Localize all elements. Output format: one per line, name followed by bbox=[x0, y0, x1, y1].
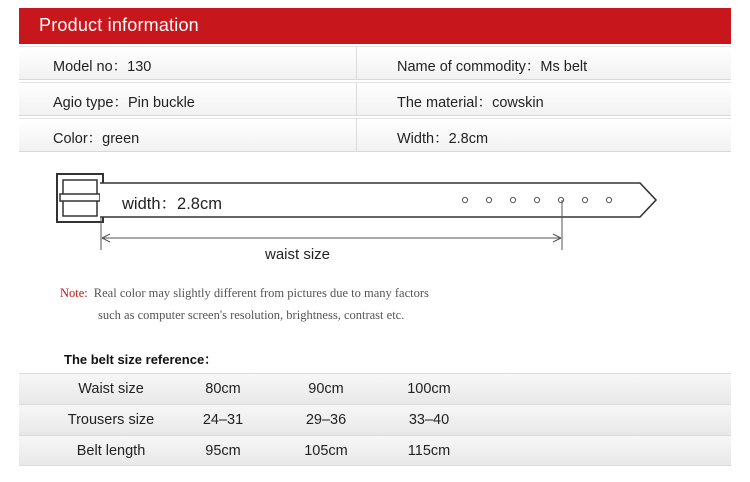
agio-type: Agio type：Pin buckle bbox=[53, 95, 195, 111]
buckle-prong bbox=[60, 194, 100, 201]
table-row bbox=[19, 435, 731, 466]
belt-hole bbox=[462, 197, 467, 202]
row-label: Waist size bbox=[78, 381, 144, 397]
model-number: Model no：130 bbox=[53, 59, 152, 75]
note-line-2: such as computer screen's resolution, brightness, contrast etc. bbox=[98, 308, 405, 322]
note-line-1: Real color may slightly different from pictures due to many factors bbox=[93, 286, 429, 300]
table-row bbox=[19, 404, 731, 435]
table-cell: 29–36 bbox=[305, 412, 347, 428]
table-row bbox=[19, 373, 731, 404]
row-label: Belt length bbox=[76, 443, 146, 459]
table-cell: 95cm bbox=[205, 443, 241, 459]
belt-hole bbox=[558, 197, 563, 202]
belt-hole bbox=[486, 197, 491, 202]
belt-hole bbox=[534, 197, 539, 202]
table-cell: 90cm bbox=[308, 381, 344, 397]
belt-hole bbox=[582, 197, 587, 202]
belt-width-label: width：2.8cm bbox=[122, 195, 222, 213]
color: Color：green bbox=[53, 131, 140, 147]
belt-hole bbox=[510, 197, 515, 202]
note-label: Note: bbox=[60, 286, 88, 300]
row-label: Trousers size bbox=[67, 412, 155, 428]
color-note bbox=[60, 282, 429, 326]
table-cell: 100cm bbox=[407, 381, 451, 397]
belt-hole bbox=[606, 197, 611, 202]
table-cell: 80cm bbox=[205, 381, 241, 397]
size-reference-title: The belt size reference： bbox=[64, 352, 218, 367]
table-cell: 24–31 bbox=[202, 412, 244, 428]
size-reference-table bbox=[19, 373, 731, 469]
header-title: Product information bbox=[39, 15, 199, 35]
table-cell: 105cm bbox=[304, 443, 348, 459]
table-cell: 115cm bbox=[407, 443, 451, 459]
table-cell: 33–40 bbox=[408, 412, 450, 428]
width: Width：2.8cm bbox=[397, 131, 489, 147]
commodity-name: Name of commodity：Ms belt bbox=[397, 59, 588, 75]
waist-size-label: waist size bbox=[265, 246, 331, 263]
material: The material：cowskin bbox=[397, 95, 544, 111]
